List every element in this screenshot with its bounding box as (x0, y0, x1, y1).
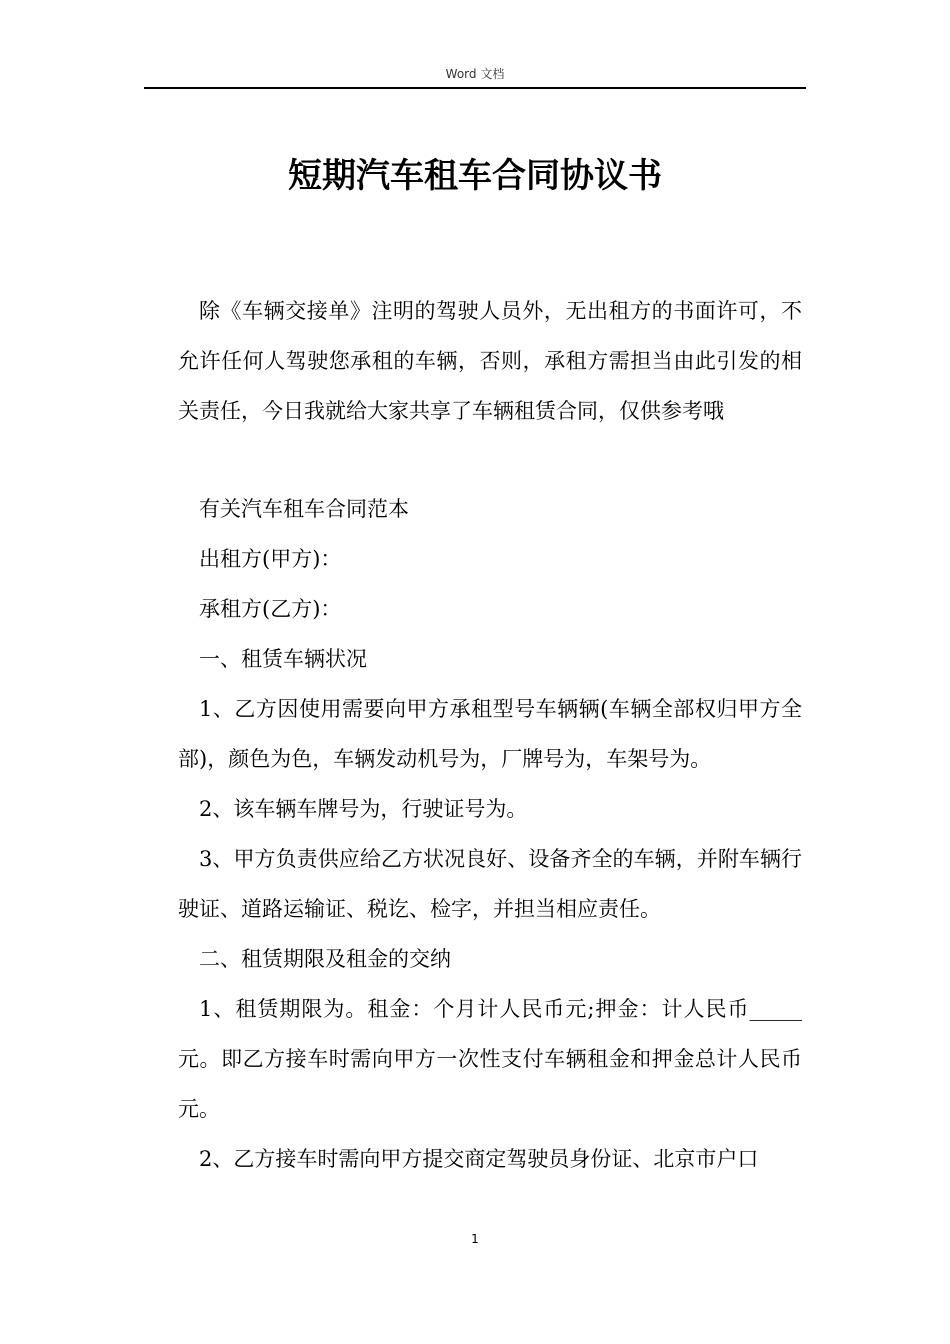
clause-heading: 一、租赁车辆状况 (199, 647, 367, 671)
clause-paragraph: 1、乙方因使用需要向甲方承租型号车辆辆(车辆全部权归甲方全部)，颜色为色，车辆发动机号为，厂牌号为，车架号为。 (178, 697, 802, 771)
clause-paragraph: 1、租赁期限为。租金：个月计人民币元;押金：计人民币_____元。即乙方接车时需向甲方一次性支付车辆租金和押金总计人民币元。 (178, 997, 802, 1121)
lessee-line: 承租方(乙方)： (199, 597, 342, 621)
header-divider (144, 87, 806, 89)
header-label: Word 文档 (445, 67, 505, 81)
section-heading: 有关汽车租车合同范本 (199, 497, 409, 521)
clause-paragraph: 2、乙方接车时需向甲方提交商定驾驶员身份证、北京市户口 (199, 1147, 759, 1171)
clause-heading: 二、租赁期限及租金的交纳 (199, 947, 451, 971)
page-number: 1 (471, 1232, 479, 1246)
document-title: 短期汽车租车合同协议书 (288, 156, 662, 196)
document-body (178, 286, 802, 1184)
clause-paragraph: 3、甲方负责供应给乙方状况良好、设备齐全的车辆，并附车辆行驶证、道路运输证、税讫、检字，并担当相应责任。 (178, 847, 802, 921)
paragraph-gap (178, 436, 802, 484)
lessor-line: 出租方(甲方)： (199, 547, 342, 571)
clause-paragraph: 2、该车辆车牌号为，行驶证号为。 (199, 797, 528, 821)
intro-paragraph: 除《车辆交接单》注明的驾驶人员外，无出租方的书面许可，不允许任何人驾驶您承租的车辆，否则，承租方需担当由此引发的相关责任，今日我就给大家共享了车辆租赁合同，仅供参考哦 (178, 299, 802, 423)
